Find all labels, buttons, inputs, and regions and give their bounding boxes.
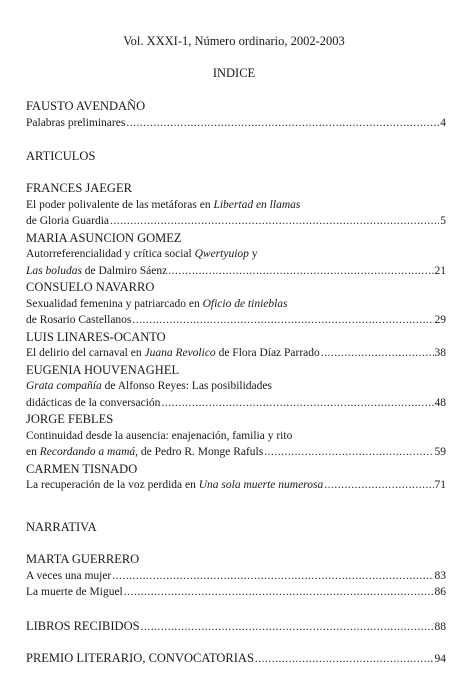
article-author: MARIA ASUNCION GOMEZ <box>26 230 182 245</box>
article-title-line: Grata compañía de Alfonso Reyes: Las posibilidades <box>26 380 272 392</box>
leader-dots <box>124 584 434 601</box>
libros-recibidos-title: LIBROS RECIBIDOS <box>26 619 140 633</box>
page-number: 86 <box>434 586 446 598</box>
index-title: INDICE <box>212 66 256 80</box>
page-number: 38 <box>434 347 446 359</box>
article-author: LUIS LINARES-OCANTO <box>26 329 166 344</box>
page-number: 59 <box>434 446 446 458</box>
premio-literario-entry <box>26 650 446 667</box>
page-number: 71 <box>434 479 446 491</box>
narrative-item-row: La muerte de Miguel ..... 86 <box>26 584 446 601</box>
preface-author: FAUSTO AVENDAÑO <box>26 99 146 113</box>
section-articulos: ARTICULOS <box>26 149 96 163</box>
article-entry <box>26 180 446 230</box>
leader-dots <box>126 115 439 132</box>
premio-literario-title: PREMIO LITERARIO, CONVOCATORIAS <box>26 651 254 665</box>
article-entry <box>26 411 446 461</box>
leader-dots <box>110 213 439 230</box>
article-author: CARMEN TISNADO <box>26 461 138 476</box>
leader-dots <box>132 312 433 329</box>
article-entry <box>26 279 446 329</box>
article-entry <box>26 362 446 412</box>
article-entry <box>26 461 446 494</box>
page-number: 83 <box>434 569 446 582</box>
article-author: JORGE FEBLES <box>26 412 114 426</box>
article-title-row: en Recordando a mamá, de Pedro R. Monge Rafuls ..... 59 <box>26 444 446 461</box>
leader-dots <box>324 477 433 494</box>
page-number: 88 <box>434 621 446 633</box>
volume-header: Vol. XXXI-1, Número ordinario, 2002-2003 <box>123 34 345 48</box>
article-title-row: de Rosario Castellanos ..... 29 <box>26 312 446 329</box>
preface-entry <box>26 98 446 131</box>
article-title-line: Continuidad desde la ausencia: enajenación, familia y rito <box>26 429 293 442</box>
page-number: 48 <box>434 396 446 409</box>
article-author: EUGENIA HOUVENAGHEL <box>26 362 180 377</box>
article-title-line: El poder polivalente de las metáforas en Libertad en llamas <box>26 198 301 211</box>
libros-recibidos-entry <box>26 618 446 635</box>
article-author: CONSUELO NAVARRO <box>26 280 155 294</box>
article-title-row: La recuperación de la voz perdida en Una sola muerte numerosa ..... 71 <box>26 477 446 494</box>
narrative-entry <box>26 551 446 601</box>
page-number: 29 <box>434 314 446 326</box>
article-title-row: Las boludas de Dalmiro Sáenz ..... 21 <box>26 263 446 280</box>
page-number: 21 <box>434 264 446 277</box>
leader-dots <box>168 263 433 280</box>
article-title-line: Autorreferencialidad y crítica social Qwertyuiop y <box>26 248 258 260</box>
leader-dots <box>264 444 433 461</box>
leader-dots <box>141 619 434 636</box>
article-title-line: Sexualidad femenina y patriarcado en Oficio de tinieblas <box>26 297 288 310</box>
articles-list <box>26 180 446 494</box>
article-title-row: didácticas de la conversación ..... 48 <box>26 395 446 412</box>
article-title-row: de Gloria Guardia ..... 5 <box>26 213 446 230</box>
narrative-author: MARTA GUERRERO <box>26 552 140 566</box>
preface-title-row <box>26 115 446 132</box>
leader-dots <box>112 568 433 585</box>
page-number: 5 <box>440 215 446 227</box>
narrative-item-row: A veces una mujer ..... 83 <box>26 568 446 585</box>
article-entry <box>26 230 446 280</box>
leader-dots <box>161 395 433 412</box>
page-number: 4 <box>440 116 446 129</box>
preface-title: Palabras preliminares <box>26 116 126 129</box>
section-narrativa: NARRATIVA <box>26 520 97 534</box>
article-entry <box>26 329 446 362</box>
article-title-row: El delirio del carnaval en Juana Revolico de Flora Díaz Parrado ..... 38 <box>26 345 446 362</box>
leader-dots <box>321 345 434 362</box>
article-author: FRANCES JAEGER <box>26 181 132 195</box>
leader-dots <box>255 651 434 668</box>
page-number: 94 <box>434 653 446 665</box>
